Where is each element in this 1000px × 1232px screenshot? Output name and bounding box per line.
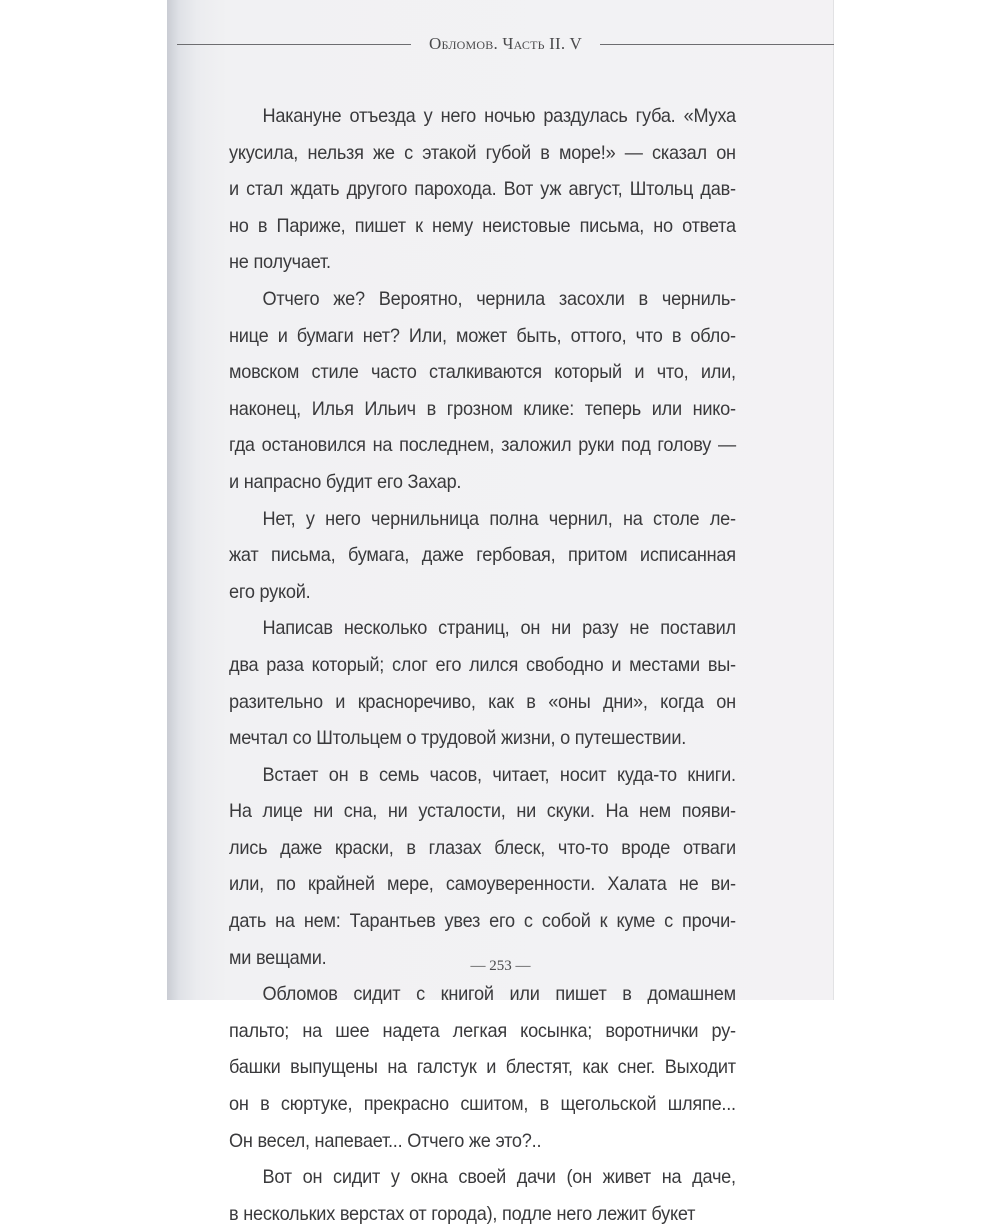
running-head-title: Обломов. Часть II. V [429, 34, 582, 53]
page-number: — 253 — [470, 958, 531, 974]
text-line: дать на нем: Тарантьев увез его с собой к куме с прочи- [229, 910, 736, 933]
text-line: Написав несколько страниц, он ни разу не поставил [262, 617, 736, 640]
text-line: не получает. [229, 251, 331, 274]
header-rule-right [600, 44, 834, 45]
text-line: и напрасно будит его Захар. [229, 470, 462, 493]
header-rule-left [177, 44, 411, 45]
text-line: Отчего же? Вероятно, чернила засохли в черниль- [262, 287, 736, 310]
paragraph [229, 757, 736, 977]
text-line: два раза который; слог его лился свободно и местами вы- [229, 653, 736, 676]
text-line: в нескольких верстах от города), подле него лежит букет [229, 1202, 696, 1225]
running-head [177, 32, 834, 56]
text-line: и стал ждать другого парохода. Вот уж август, Штольц дав- [229, 178, 736, 201]
text-line: Обломов сидит с книгой или пишет в домашнем [262, 983, 736, 1006]
text-line: Накануне отъезда у него ночью раздулась губа. «Муха [262, 105, 736, 127]
text-line: гда остановился на последнем, заложил руки под голову — [229, 434, 736, 457]
text-line: мовском стиле часто сталкиваются который и что, или, [229, 361, 736, 384]
text-line: или, по крайней мере, самоуверенности. Халата не ви- [229, 873, 736, 896]
text-line: но в Париже, пишет к нему неистовые письма, но ответа [229, 214, 736, 237]
paragraph [229, 610, 736, 756]
book-page [167, 0, 834, 1225]
text-line: разительно и красноречиво, как в «оны дни», когда он [229, 690, 736, 713]
text-line: ми вещами. [229, 946, 327, 969]
body-text [229, 98, 736, 1232]
text-line: лись даже краски, в глазах блеск, что-то вроде отваги [229, 836, 736, 859]
text-line: Он весел, напевает... Отчего же это?.. [229, 1129, 542, 1152]
text-line: пальто; на шее надета легкая косынка; воротнички ру- [229, 1019, 736, 1042]
text-line: Вот он сидит у окна своей дачи (он живет на даче, [262, 1166, 736, 1189]
text-line: наконец, Илья Ильич в грозном клике: теперь или нико- [229, 397, 736, 420]
text-line: На лице ни сна, ни усталости, ни скуки. На нем появи- [229, 800, 736, 823]
paragraph [229, 976, 736, 1159]
text-line: его рукой. [229, 580, 311, 603]
text-line: он в сюртуке, прекрасно сшитом, в щегольской шляпе... [229, 1093, 736, 1116]
text-line: Нет, у него чернильница полна чернил, на столе ле- [262, 507, 736, 530]
text-line: мечтал со Штольцем о трудовой жизни, о путешествии. [229, 727, 687, 750]
paragraph [229, 501, 736, 611]
text-line: Встает он в семь часов, читает, носит куда-то книги. [262, 763, 736, 786]
paragraph [229, 1159, 736, 1232]
text-line: нице и бумаги нет? Или, может быть, оттого, что в обло- [229, 324, 736, 347]
text-line: башки выпущены на галстук и блестят, как снег. Выходит [229, 1056, 736, 1079]
text-line: укусила, нельзя же с этакой губой в море!» — сказал он [229, 141, 736, 164]
paragraph [229, 281, 736, 501]
text-line: жат письма, бумага, даже гербовая, притом исписанная [229, 544, 736, 567]
paragraph [229, 98, 736, 281]
